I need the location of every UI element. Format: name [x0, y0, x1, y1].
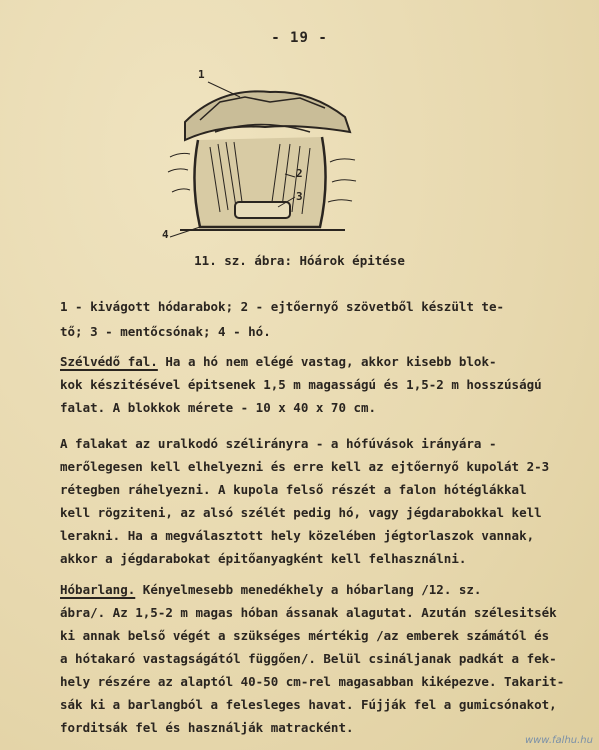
paragraph-line: akkor a jégdarabokat épitőanyagként kell felhasználni. — [60, 551, 467, 566]
paragraph-line: forditsák fel és használják matracként. — [60, 720, 354, 735]
paragraph-snow-cave — [60, 578, 570, 739]
figure-caption: 11. sz. ábra: Hóárok épitése — [194, 253, 405, 268]
page-number: - 19 - — [271, 30, 328, 46]
paragraph-line: kok készitésével épitsenek 1,5 m magasságú és 1,5-2 m hosszúságú — [60, 377, 542, 392]
figure-legend — [60, 294, 560, 344]
paragraph-line: ábra/. Az 1,5-2 m magas hóban ássanak alagutat. Azután szélesitsék — [60, 605, 557, 620]
paragraph-line: A falakat az uralkodó szélirányra - a hófúvások irányára - — [60, 436, 497, 451]
callout-1: 1 — [198, 68, 205, 81]
paragraph-line: merőlegesen kell elhelyezni és erre kell az ejtőernyő kupolát 2-3 — [60, 459, 550, 474]
paragraph-line: falat. A blokkok mérete - 10 x 40 x 70 cm. — [60, 400, 377, 415]
snow-trench-drawing — [160, 62, 370, 242]
paragraph-line: rétegben ráhelyezni. A kupola felső részét a falon hótéglákkal — [60, 482, 527, 497]
callout-2: 2 — [296, 167, 303, 180]
snow-trench-illustration — [160, 62, 370, 242]
paragraph-line: a hótakaró vastagságától függően/. Belül csináljanak padkát a fek- — [60, 651, 557, 666]
watermark: www.falhu.hu — [524, 735, 593, 746]
paragraph-line: ki annak belső végét a szükséges mértékig /az emberek számától és — [60, 628, 550, 643]
section-heading-windbreak-wall: Szélvédő fal. — [60, 354, 158, 369]
paragraph-line: kell rögziteni, az alsó szélét pedig hó, vagy jégdarabokkal kell — [60, 505, 542, 520]
paragraph-windbreak-wall — [60, 350, 570, 419]
paragraph-wall-placement — [60, 432, 570, 570]
callout-3: 3 — [296, 190, 303, 203]
paragraph-line: Hóbarlang. Kényelmesebb menedékhely a hóbarlang /12. sz. — [60, 582, 482, 597]
legend-line: tő; 3 - mentőcsónak; 4 - hó. — [60, 324, 271, 339]
paragraph-line: lerakni. Ha a megválasztott hely közelében jégtorlaszok vannak, — [60, 528, 535, 543]
callout-4: 4 — [162, 228, 169, 241]
paragraph-line: Szélvédő fal. Ha a hó nem elégé vastag, akkor kisebb blok- — [60, 354, 497, 369]
section-heading-snow-cave: Hóbarlang. — [60, 582, 136, 597]
paragraph-line: sák ki a barlangból a felesleges havat. Fújják fel a gumicsónakot, — [60, 697, 557, 712]
legend-line: 1 - kivágott hódarabok; 2 - ejtőernyő szövetből készült te- — [60, 299, 505, 314]
paragraph-line: hely részére az alaptól 40-50 cm-rel magasabban kiképezve. Takarit- — [60, 674, 565, 689]
